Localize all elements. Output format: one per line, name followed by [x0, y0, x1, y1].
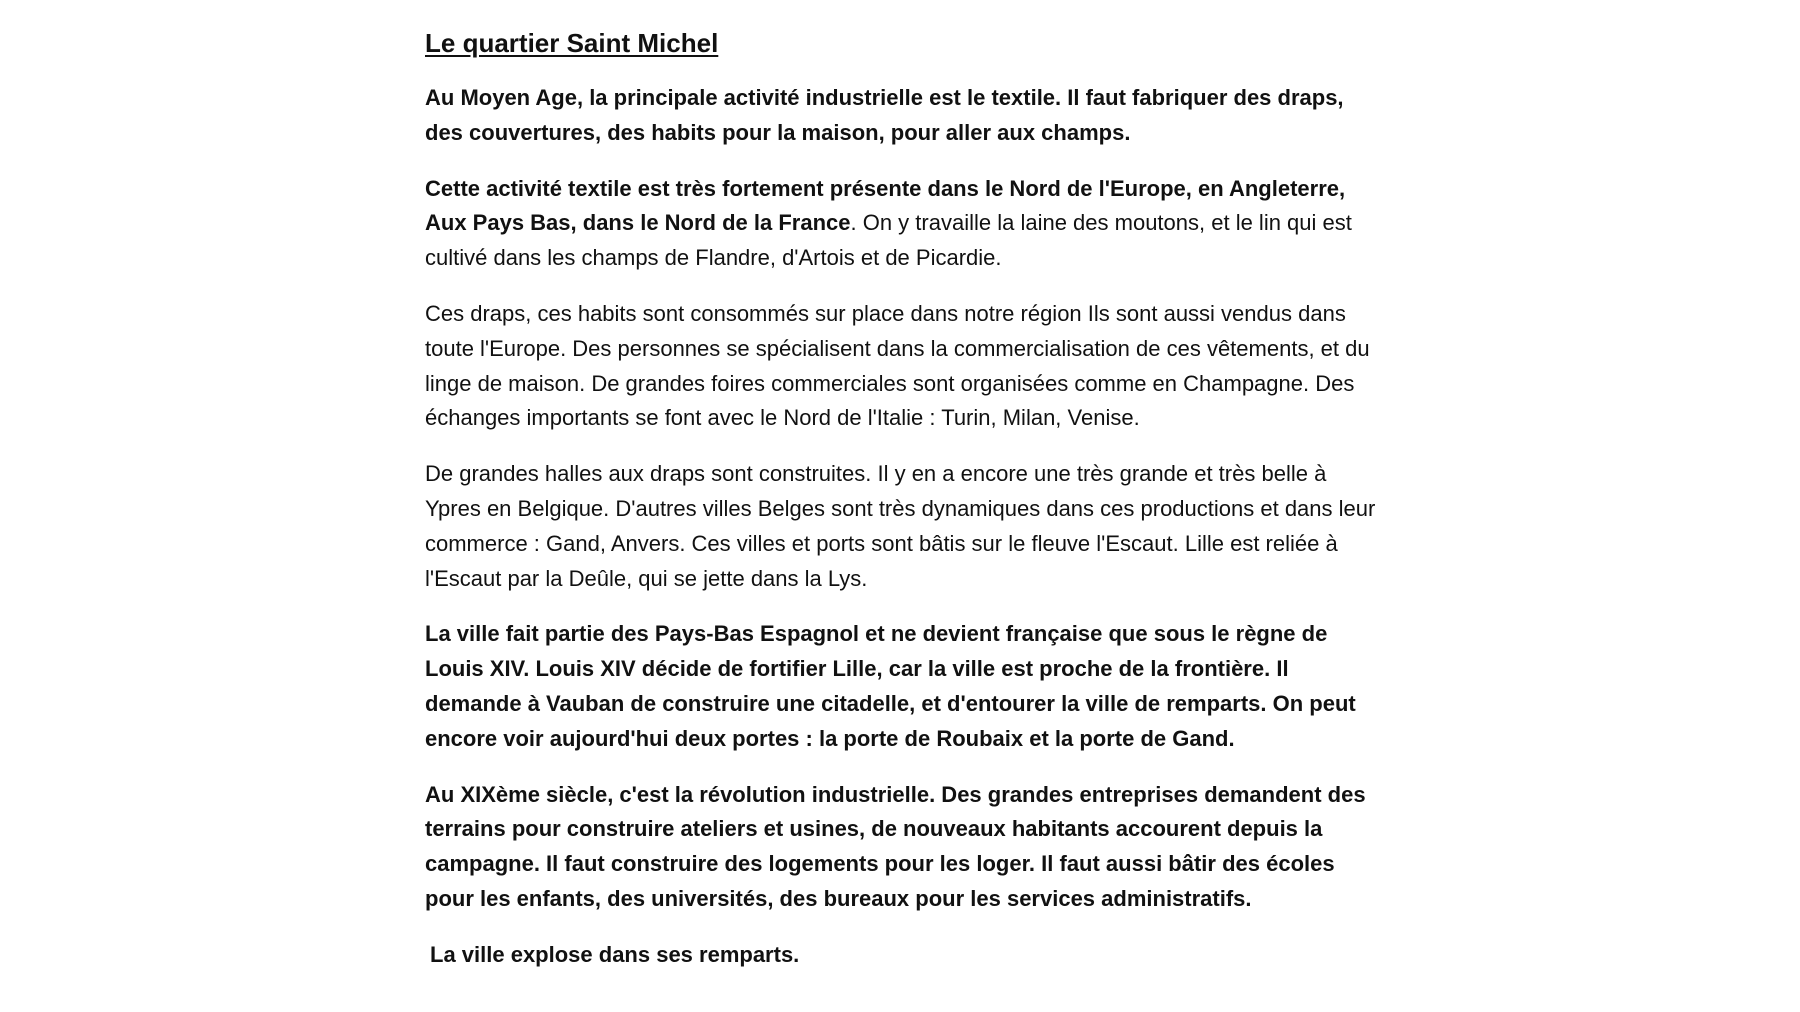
paragraph-textile-europe-bold: Cette activité textile est très fortement présente dans le Nord de l'Europe, en Angleterre, Aux Pays Bas, dans le Nord de la France — [425, 175, 1346, 236]
paragraph-textile-europe-rest: . On y travaille la laine des moutons, et le lin qui est cultivé dans les champs de Flandre, d'Artois et de Picardie. — [425, 210, 1352, 271]
paragraph-revolution-industrielle: Au XIXème siècle, c'est la révolution industrielle. Des grandes entreprises demandent des terrains pour construire ateliers et usines, de nouveaux habitants accourent depuis la campagne. Il faut construire des logements pour les loger. Il faut aussi bâtir des écoles pour les enfants, des universités, des bureaux pour les services administratifs. — [425, 781, 1366, 911]
paragraph-halles: De grandes halles aux draps sont construites. Il y en a encore une très grande et très belle à Ypres en Belgique. D'autres villes Belges sont très dynamiques dans ces productions et dans leur commerce : Gand, Anvers. Ces villes et ports sont bâtis sur le fleuve l'Escaut. Lille est reliée à l'Escaut par la Deûle, qui se jette dans la Lys. — [425, 461, 1376, 591]
paragraph-moyen-age: Au Moyen Age, la principale activité industrielle est le textile. Il faut fabriquer des draps, des couvertures, des habits pour la maison, pour aller aux champs. — [425, 85, 1344, 145]
document-title: Le quartier Saint Michel — [425, 28, 719, 58]
paragraph-conclusion: La ville explose dans ses remparts. — [430, 941, 800, 967]
paragraph-textile-europe — [425, 172, 1387, 276]
paragraph-commerce: Ces draps, ces habits sont consommés sur place dans notre région Ils sont aussi vendus dans toute l'Europe. Des personnes se spécialisent dans la commercialisation de ces vêtements, et du linge de maison. De grandes foires commerciales sont organisées comme en Champagne. Des échanges importants se font avec le Nord de l'Italie : Turin, Milan, Venise. — [425, 300, 1370, 431]
document-page — [425, 26, 1387, 994]
paragraph-louis-xiv: La ville fait partie des Pays-Bas Espagnol et ne devient française que sous le règne de Louis XIV. Louis XIV décide de fortifier Lille, car la ville est proche de la frontière. Il demande à Vauban de construire une citadelle, et d'entourer la ville de remparts. On peut encore voir aujourd'hui deux portes : la porte de Roubaix et la porte de Gand. — [425, 621, 1356, 751]
